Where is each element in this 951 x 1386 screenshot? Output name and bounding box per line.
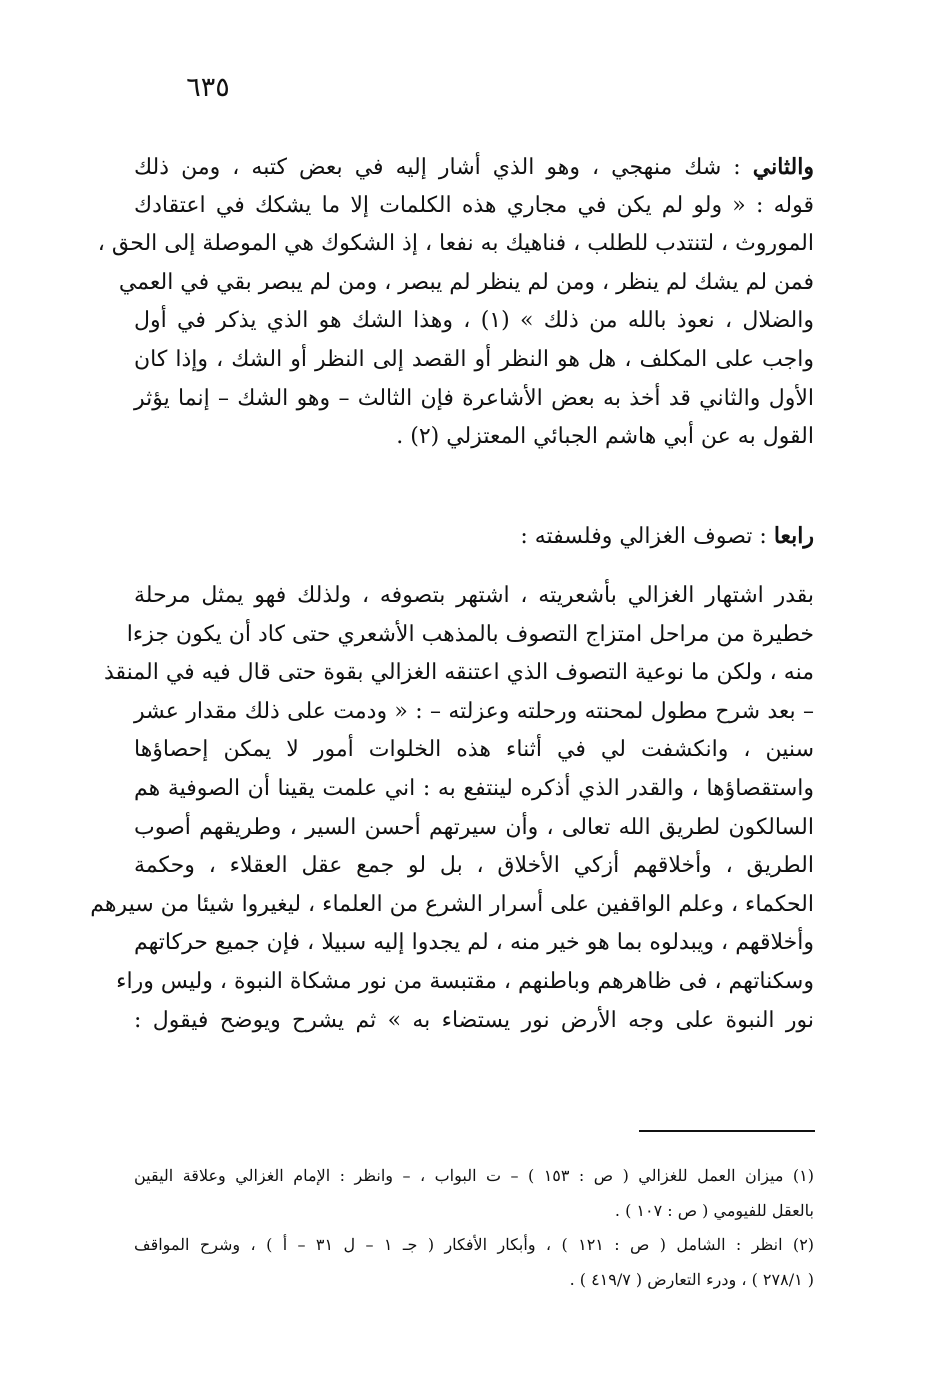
paragraph-line: القول به عن أبي هاشم الجبائي المعتزلي (٢) . xyxy=(396,424,814,450)
paragraph-line: واجب على المكلف ، هل هو النظر أو القصد إلى النظر أو الشك ، وإذا كان xyxy=(134,346,814,372)
paragraph-lead-word: والثاني xyxy=(752,154,814,180)
paragraph-line: – بعد شرح مطول لمحنته ورحلته وعزلته – : « ودمت على ذلك مقدار عشر xyxy=(134,698,814,724)
paragraph-line: نور النبوة على وجه الأرض نور يستضاء به » ثم يشرح ويوضح فيقول : xyxy=(134,1007,814,1033)
footnote-separator xyxy=(639,1130,815,1132)
paragraph-line xyxy=(134,148,814,187)
paragraph-line: الموروث ، لتنتدب للطلب ، فناهيك به نفعا ، إذ الشكوك هي الموصلة إلى الحق ، xyxy=(97,231,814,257)
paragraph-line: والضلال ، نعوذ بالله من ذلك » (١) ، وهذا الشك هو الذي يذكر في أول xyxy=(134,308,814,334)
footnote-2-line: ( ٢٧٨/١ ) ، ودرء التعارض ( ٤١٩/٧ ) . xyxy=(569,1269,814,1289)
paragraph-line: الحكماء ، وعلم الواقفين على أسرار الشرع من العلماء ، ليغيروا شيئا من سيرهم xyxy=(90,891,814,917)
paragraph-line: وسكناتهم ، فى ظاهرهم وباطنهم ، مقتبسة من نور مشكاة النبوة ، وليس وراء xyxy=(116,968,814,994)
section-heading xyxy=(134,516,814,556)
paragraph-line: الأول والثاني قد أخذ به بعض الأشاعرة فإن الثالث – وهو الشك – إنما يؤثر xyxy=(134,385,814,411)
page-number: ٦٣٥ xyxy=(186,72,230,103)
footnote-2-line: (٢) انظر : الشامل ( ص : ١٢١ ) ، وأبكار الأفكار ( جـ ١ – ل ٣١ – أ ) ، وشرح المواقف xyxy=(134,1235,815,1254)
footnotes xyxy=(134,1159,814,1297)
paragraph-line: واستقصاؤها ، والقدر الذي أذكره لينتفع به : اني علمت يقينا أن الصوفية هم xyxy=(134,775,814,801)
footnote-1-line: (١) ميزان العمل للغزالي ( ص : ١٥٣ ) – ت البواب ، – وانظر : الإمام الغزالي وعلاقة اليقين xyxy=(134,1166,814,1185)
paragraph-line: خطيرة من مراحل امتزاج التصوف بالمذهب الأشعري حتى كاد أن يكون جزءا xyxy=(126,621,814,647)
paragraph-line: قوله : « ولو لم يكن في مجاري هذه الكلمات إلا ما يشكك في اعتقادك xyxy=(134,192,815,218)
section-heading-label: رابعا xyxy=(773,523,814,549)
paragraph-line: وأخلاقهم ، ويبدلوه بما هو خير منه ، لم يجدوا إليه سبيلا ، فإن جميع حركاتهم xyxy=(134,930,814,956)
footnote-1-line: بالعقل للفيومي ( ص : ١٠٧ ) . xyxy=(614,1200,814,1220)
paragraph-line: سنين ، وانكشفت لي في أثناء هذه الخلوات أمور لا يمكن إحصاؤها xyxy=(134,737,814,763)
paragraph-line: فمن لم يشك لم ينظر ، ومن لم ينظر لم يبصر ، ومن لم يبصر بقي في العمي xyxy=(118,269,814,295)
paragraph-sufism xyxy=(90,577,814,1040)
paragraph-line: بقدر اشتهار الغزالي بأشعريته ، اشتهر بتصوفه ، ولذلك فهو يمثل مرحلة xyxy=(134,583,814,608)
paragraph-line: الطريق ، وأخلاقهم أزكي الأخلاق ، بل لو جمع عقل العقلاء ، وحكمة xyxy=(134,853,814,879)
paragraph-line-text: : شك منهجي ، وهو الذي أشار إليه في بعض كتبه ، ومن ذلك xyxy=(134,155,753,180)
paragraph-doubt xyxy=(97,148,815,457)
paragraph-line: منه ، ولكن ما نوعية التصوف الذي اعتنقه الغزالي بقوة حتى قال فيه في المنقذ xyxy=(103,660,814,686)
section-heading-title: : تصوف الغزالي وفلسفته : xyxy=(520,524,774,549)
paragraph-line: السالكون لطريق الله تعالى ، وأن سيرتهم أحسن السير ، وطريقهم أصوب xyxy=(134,814,814,840)
